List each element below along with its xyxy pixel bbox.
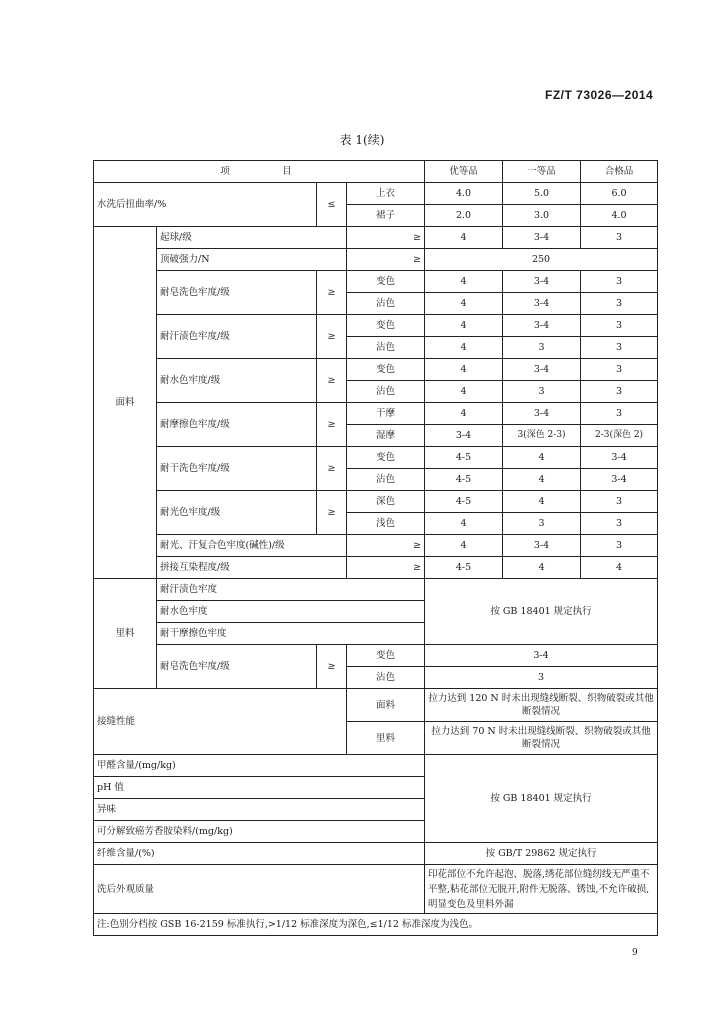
comparator: ≥ (347, 535, 425, 557)
sub-label: 湿摩 (347, 425, 425, 447)
value-cell: 4 (425, 359, 503, 381)
value-cell: 3 (581, 271, 658, 293)
table-note: 注:色别分档按 GSB 16-2159 标准执行,>1/12 标准深度为深色,≤1/12 标准深度为浅色。 (94, 914, 658, 936)
value-cell: 3 (581, 491, 658, 513)
odor-label: 异味 (94, 799, 425, 821)
value-cell: 3(深色 2-3) (503, 425, 581, 447)
lining-sweat-label: 耐汗渍色牢度 (157, 579, 425, 601)
sub-label: 裙子 (347, 205, 425, 227)
sub-label: 里料 (347, 722, 425, 755)
value-cell: 3 (581, 513, 658, 535)
table-row (94, 271, 658, 293)
header-row (94, 161, 658, 183)
value-cell: 4.0 (581, 205, 658, 227)
lining-water-label: 耐水色牢度 (157, 601, 425, 623)
fiber-label: 纤维含量/(%) (94, 843, 425, 865)
table-row (94, 865, 658, 914)
value-cell: 3 (425, 667, 658, 689)
lining-group-label: 里料 (94, 579, 157, 689)
seam-label: 接缝性能 (94, 689, 347, 755)
sweat-label: 耐汗渍色牢度/级 (157, 315, 317, 359)
value-cell: 3-4 (581, 447, 658, 469)
sub-label: 沾色 (347, 381, 425, 403)
page-number: 9 (632, 948, 638, 958)
table-row (94, 535, 658, 557)
value-cell: 4 (503, 491, 581, 513)
value-cell: 3-4 (503, 359, 581, 381)
value-cell: 4 (425, 381, 503, 403)
water-label: 耐水色牢度/级 (157, 359, 317, 403)
value-cell: 4 (503, 557, 581, 579)
value-cell: 2-3(深色 2) (581, 425, 658, 447)
col-grade3: 合格品 (581, 161, 658, 183)
value-cell: 250 (425, 249, 658, 271)
lining-soap-label: 耐皂洗色牢度/级 (157, 645, 317, 689)
comparator: ≥ (347, 249, 425, 271)
value-cell: 4 (503, 447, 581, 469)
value-cell: 3-4 (503, 293, 581, 315)
ph-label: pH 值 (94, 777, 425, 799)
pilling-label: 起球/级 (157, 227, 347, 249)
fiber-ref-cell: 按 GB/T 29862 规定执行 (425, 843, 658, 865)
value-cell: 4 (425, 227, 503, 249)
value-cell: 3 (581, 535, 658, 557)
value-cell: 4-5 (425, 447, 503, 469)
light-label: 耐光色牢度/级 (157, 491, 317, 535)
value-cell: 3 (503, 381, 581, 403)
sub-label: 变色 (347, 359, 425, 381)
value-cell: 3 (581, 403, 658, 425)
table-row (94, 447, 658, 469)
value-cell: 3 (581, 293, 658, 315)
wash-twist-label: 水洗后扭曲率/% (94, 183, 317, 227)
value-cell: 2.0 (425, 205, 503, 227)
value-cell: 3 (581, 227, 658, 249)
table-row (94, 843, 658, 865)
comparator: ≥ (317, 359, 347, 403)
sub-label: 变色 (347, 315, 425, 337)
appearance-value: 印花部位不允许起泡、脱落,绣花部位缝纫线无严重不平整,粘花部位无脱开,附件无脱落、锈蚀,不允许破损,明显变色及里料外漏 (425, 865, 658, 914)
value-cell: 3-4 (581, 469, 658, 491)
table-row (94, 557, 658, 579)
value-cell: 4 (425, 271, 503, 293)
formaldehyde-label: 甲醛含量/(mg/kg) (94, 755, 425, 777)
value-cell: 3 (581, 337, 658, 359)
sub-label: 变色 (347, 271, 425, 293)
table-row (94, 579, 658, 601)
sub-label: 变色 (347, 645, 425, 667)
value-cell: 3 (581, 315, 658, 337)
soap-label: 耐皂洗色牢度/级 (157, 271, 317, 315)
lining-ref-cell: 按 GB 18401 规定执行 (425, 579, 658, 645)
col-grade2: 一等品 (503, 161, 581, 183)
value-cell: 4 (581, 557, 658, 579)
col-item: 项 目 (94, 161, 425, 183)
sub-label: 沾色 (347, 293, 425, 315)
value-cell: 5.0 (503, 183, 581, 205)
comparator: ≤ (317, 183, 347, 227)
lining-dryrub-label: 耐干摩擦色牢度 (157, 623, 425, 645)
sub-label: 浅色 (347, 513, 425, 535)
col-grade1: 优等品 (425, 161, 503, 183)
value-cell: 3 (581, 359, 658, 381)
table-row (94, 359, 658, 381)
value-cell: 4 (425, 513, 503, 535)
value-cell: 3-4 (503, 271, 581, 293)
note-row (94, 914, 658, 936)
value-cell: 3 (581, 381, 658, 403)
sub-label: 沾色 (347, 337, 425, 359)
table-row (94, 755, 658, 777)
table-row (94, 689, 658, 722)
value-cell: 3-4 (425, 425, 503, 447)
table-row (94, 183, 658, 205)
value-cell: 4 (425, 403, 503, 425)
value-cell: 3-4 (503, 315, 581, 337)
value-cell: 3-4 (503, 403, 581, 425)
value-cell: 4.0 (425, 183, 503, 205)
value-cell: 4-5 (425, 557, 503, 579)
value-cell: 4-5 (425, 491, 503, 513)
value-cell: 3-4 (503, 227, 581, 249)
table-row (94, 403, 658, 425)
value-cell: 4 (425, 337, 503, 359)
light-sweat-label: 耐光、汗复合色牢度(碱性)/级 (157, 535, 347, 557)
value-cell: 3.0 (503, 205, 581, 227)
table-row (94, 227, 658, 249)
sub-label: 沾色 (347, 469, 425, 491)
splice-label: 拼接互染程度/级 (157, 557, 347, 579)
table-row (94, 249, 658, 271)
chem-ref-cell: 按 GB 18401 规定执行 (425, 755, 658, 843)
value-cell: 拉力达到 70 N 时未出现缝线断裂、织物破裂或其他断裂情况 (425, 722, 658, 755)
value-cell: 4 (503, 469, 581, 491)
value-cell: 4 (425, 535, 503, 557)
burst-label: 顶破强力/N (157, 249, 347, 271)
comparator: ≥ (317, 447, 347, 491)
table-row (94, 491, 658, 513)
sub-label: 上衣 (347, 183, 425, 205)
sub-label: 干摩 (347, 403, 425, 425)
comparator: ≥ (317, 403, 347, 447)
azo-label: 可分解致癌芳香胺染料/(mg/kg) (94, 821, 425, 843)
fabric-group-label: 面料 (94, 227, 157, 579)
table-caption: 表 1(续) (339, 133, 385, 147)
comparator: ≥ (317, 491, 347, 535)
sub-label: 变色 (347, 447, 425, 469)
value-cell: 4 (425, 293, 503, 315)
value-cell: 3-4 (425, 645, 658, 667)
value-cell: 拉力达到 120 N 时未出现缝线断裂、织物破裂或其他断裂情况 (425, 689, 658, 722)
sub-label: 面料 (347, 689, 425, 722)
table-row (94, 645, 658, 667)
dryclean-label: 耐干洗色牢度/级 (157, 447, 317, 491)
comparator: ≥ (317, 315, 347, 359)
comparator: ≥ (317, 645, 347, 689)
value-cell: 3 (503, 337, 581, 359)
comparator: ≥ (317, 271, 347, 315)
value-cell: 4-5 (425, 469, 503, 491)
value-cell: 3 (503, 513, 581, 535)
comparator: ≥ (347, 557, 425, 579)
rub-label: 耐摩擦色牢度/级 (157, 403, 317, 447)
spec-table (93, 160, 658, 936)
sub-label: 沾色 (347, 667, 425, 689)
standard-number: FZ/T 73026—2014 (545, 88, 654, 102)
appearance-label: 洗后外观质量 (94, 865, 425, 914)
sub-label: 深色 (347, 491, 425, 513)
value-cell: 3-4 (503, 535, 581, 557)
value-cell: 6.0 (581, 183, 658, 205)
value-cell: 4 (425, 315, 503, 337)
table-row (94, 315, 658, 337)
comparator: ≥ (347, 227, 425, 249)
